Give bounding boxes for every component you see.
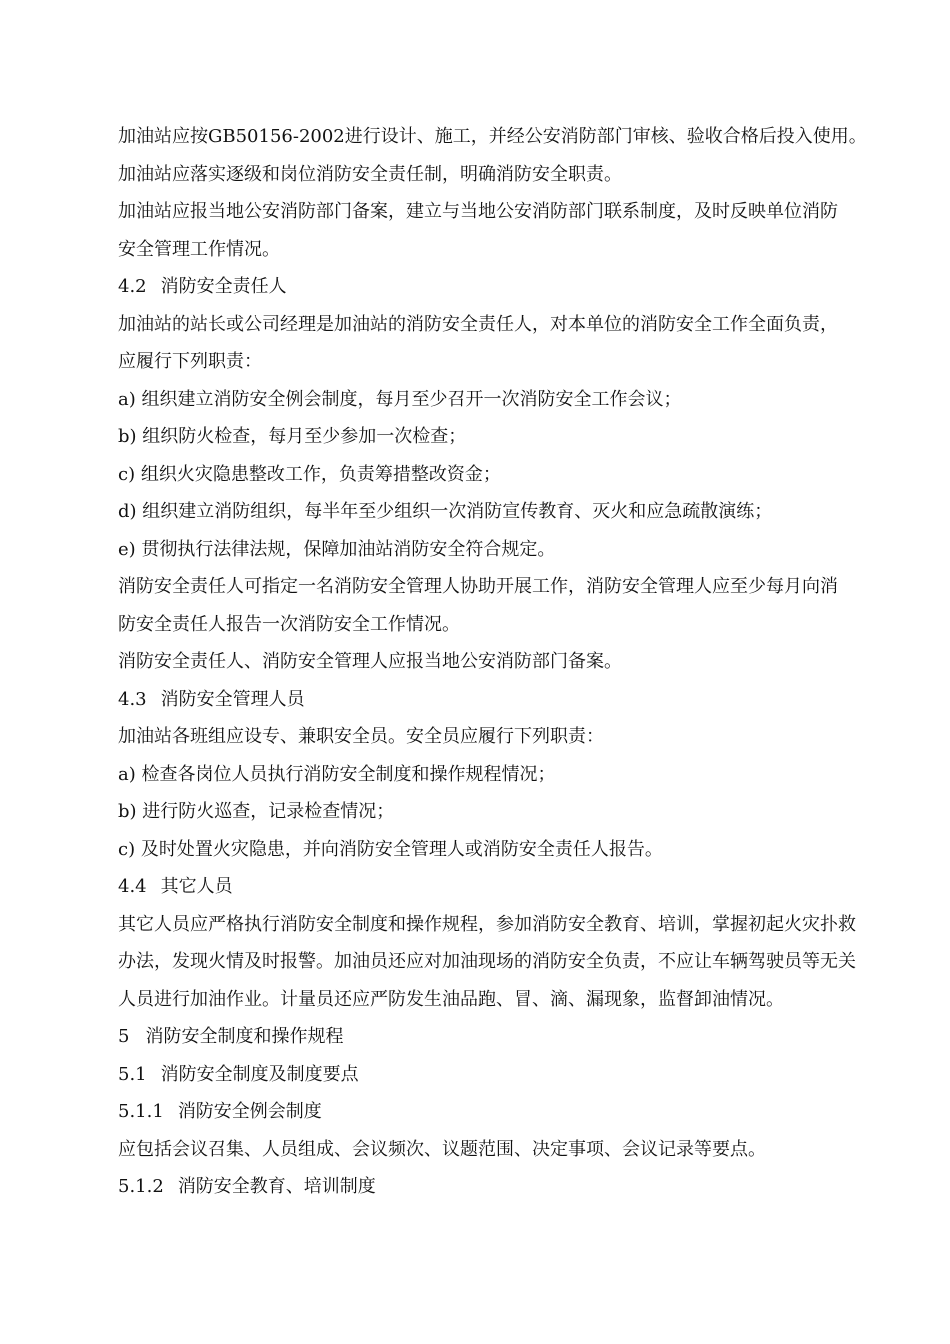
section-title: 消防安全教育、培训制度 [177,1176,376,1197]
section-number: 5.1.2 [118,1176,164,1197]
paragraph-line: 防安全责任人报告一次消防安全工作情况。 [118,613,460,635]
paragraph-line: 其它人员应严格执行消防安全制度和操作规程，参加消防安全教育、培训，掌握初起火灾扑救 [118,913,856,935]
list-item: b) 进行防火巡查，记录检查情况； [118,801,395,822]
section-heading-4-3 [118,681,836,719]
section-heading-5-1-2 [118,1168,836,1206]
section-number: 5 [118,1026,130,1047]
paragraph-line: 加油站应按GB50156-2002进行设计、施工，并经公安消防部门审核、验收合格后投入使用。 [118,126,867,147]
section-number: 4.3 [118,688,147,710]
list-item: a) 检查各岗位人员执行消防安全制度和操作规程情况； [118,763,556,785]
list-item: e) 贯彻执行法律法规，保障加油站消防安全符合规定。 [118,538,556,560]
list-item: d) 组织建立消防组织，每半年至少组织一次消防宣传教育、灭火和应急疏散演练； [118,501,773,522]
paragraph-line: 加油站应落实逐级和岗位消防安全责任制，明确消防安全职责。 [118,163,622,185]
section-number: 5.1 [118,1063,147,1085]
paragraph-line: 人员进行加油作业。计量员还应严防发生油品跑、冒、滴、漏现象，监督卸油情况。 [118,988,784,1010]
section-heading-4-2 [118,268,836,306]
paragraph-line: 消防安全责任人、消防安全管理人应报当地公安消防部门备案。 [118,651,622,672]
paragraph-line: 应履行下列职责： [118,351,262,372]
section-heading-5 [118,1018,836,1056]
section-heading-4-4 [118,868,836,906]
section-number: 5.1.1 [118,1101,164,1122]
section-heading-5-1 [118,1056,836,1094]
section-title: 消防安全制度和操作规程 [145,1026,344,1047]
section-title: 其它人员 [160,876,233,897]
list-item: c) 组织火灾隐患整改工作，负责筹措整改资金； [118,463,501,485]
paragraph-line: 安全管理工作情况。 [118,238,280,260]
section-title: 消防安全责任人 [160,276,287,297]
paragraph-line: 加油站应报当地公安消防部门备案，建立与当地公安消防部门联系制度，及时反映单位消防 [118,201,838,222]
section-number: 4.4 [118,876,147,897]
paragraph-line: 加油站的站长或公司经理是加油站的消防安全责任人，对本单位的消防安全工作全面负责， [118,313,838,335]
list-item: a) 组织建立消防安全例会制度，每月至少召开一次消防安全工作会议； [118,388,682,410]
paragraph-line: 办法，发现火情及时报警。加油员还应对加油现场的消防安全负责，不应让车辆驾驶员等无关 [118,951,856,972]
paragraph-line: 消防安全责任人可指定一名消防安全管理人协助开展工作，消防安全管理人应至少每月向消 [118,576,838,597]
list-item: c) 及时处置火灾隐患，并向消防安全管理人或消防安全责任人报告。 [118,838,663,860]
section-heading-5-1-1 [118,1093,836,1131]
paragraph-line: 加油站各班组应设专、兼职安全员。安全员应履行下列职责： [118,726,604,747]
section-title: 消防安全管理人员 [160,688,305,710]
document-page [118,118,867,1206]
section-title: 消防安全例会制度 [177,1101,322,1122]
paragraph-line: 应包括会议召集、人员组成、会议频次、议题范围、决定事项、会议记录等要点。 [118,1138,766,1160]
list-item: b) 组织防火检查，每月至少参加一次检查； [118,426,467,447]
section-number: 4.2 [118,276,147,297]
section-title: 消防安全制度及制度要点 [160,1063,359,1085]
